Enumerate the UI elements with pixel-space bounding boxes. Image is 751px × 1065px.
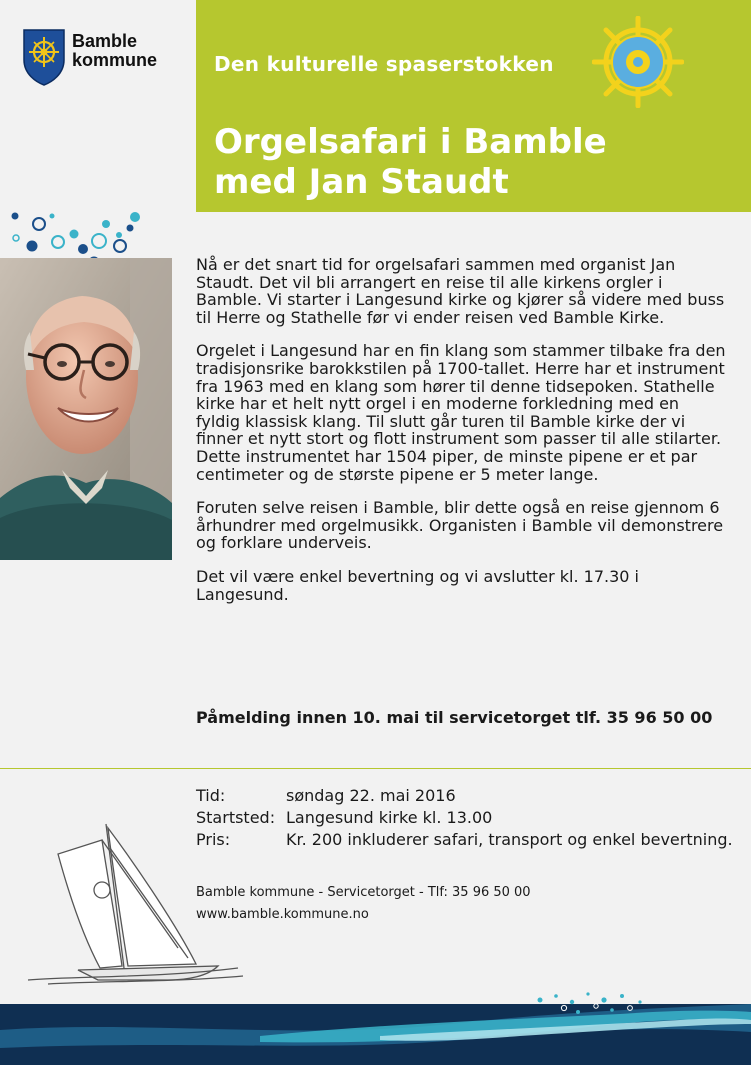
detail-label: Pris: [196, 830, 231, 849]
section-divider [0, 768, 751, 769]
detail-row-time [196, 785, 736, 807]
signup-notice: Påmelding innen 10. mai til servicetorget tlf. 35 96 50 00 [196, 708, 713, 727]
paragraph-refreshments: Det vil være enkel bevertning og vi avslutter kl. 17.30 i Langesund. [196, 566, 639, 604]
header-band [196, 0, 751, 212]
detail-row-start [196, 807, 736, 829]
wave-footer-decoration [0, 990, 751, 1065]
detail-row-price [196, 829, 736, 851]
portrait-photo [0, 258, 172, 560]
logo-wordmark [72, 32, 157, 70]
logo-line-1: Bamble [72, 31, 138, 51]
article-body [196, 256, 726, 619]
event-details [196, 785, 736, 851]
paragraph-organs: Orgelet i Langesund har en fin klang som stammer tilbake fra den tradisjonsrike barokkstilen på 1700-tallet. Herre har et instrument fra 1963 med en klang som hører til denne tidsepoken. Stathelle kirke har et helt nytt orgel i en moderne forkledning med en fyldig klassisk klang. Til slutt går turen til Bamble kirke der vi finner et nytt stort og flott instrument som passer til alle stilarter. Dette instrumentet har 1504 piper, de minste pipene er et par centimeter og de største pipene er 5 meter lange. [196, 341, 726, 484]
contact-line: Bamble kommune - Servicetorget - Tlf: 35 96 50 00 [196, 885, 531, 900]
detail-value: Kr. 200 inkluderer safari, transport og enkel bevertning. [286, 830, 733, 849]
paragraph-intro: Nå er det snart tid for orgelsafari sammen med organist Jan Staudt. Det vil bli arrangert en reise til alle kirkens orgler i Bamble. Vi starter i Langesund kirke og kjører så videre med buss til Herre og Stathelle før vi ender reisen ved Bamble Kirke. [196, 255, 725, 327]
detail-value: søndag 22. mai 2016 [286, 786, 456, 805]
title-line-2: med Jan Staudt [214, 162, 509, 202]
logo-line-2: kommune [72, 50, 158, 70]
contact-info [196, 882, 736, 926]
coat-of-arms-icon [22, 28, 66, 86]
bamble-kommune-logo [22, 28, 157, 86]
detail-value: Langesund kirke kl. 13.00 [286, 808, 493, 827]
website-link[interactable]: www.bamble.kommune.no [196, 907, 369, 922]
sailboat-icon [18, 818, 248, 988]
page-title [214, 122, 634, 202]
detail-label: Tid: [196, 786, 226, 805]
paragraph-journey: Foruten selve reisen i Bamble, blir dette også en reise gjennom 6 århundrer med orgelmusikk. Organisten i Bamble vil demonstrere og forklare underveis. [196, 498, 724, 553]
detail-label: Startsted: [196, 808, 276, 827]
ships-wheel-emblem-icon [592, 16, 684, 108]
series-kicker: Den kulturelle spaserstokken [214, 52, 554, 76]
title-line-1: Orgelsafari i Bamble [214, 122, 607, 162]
